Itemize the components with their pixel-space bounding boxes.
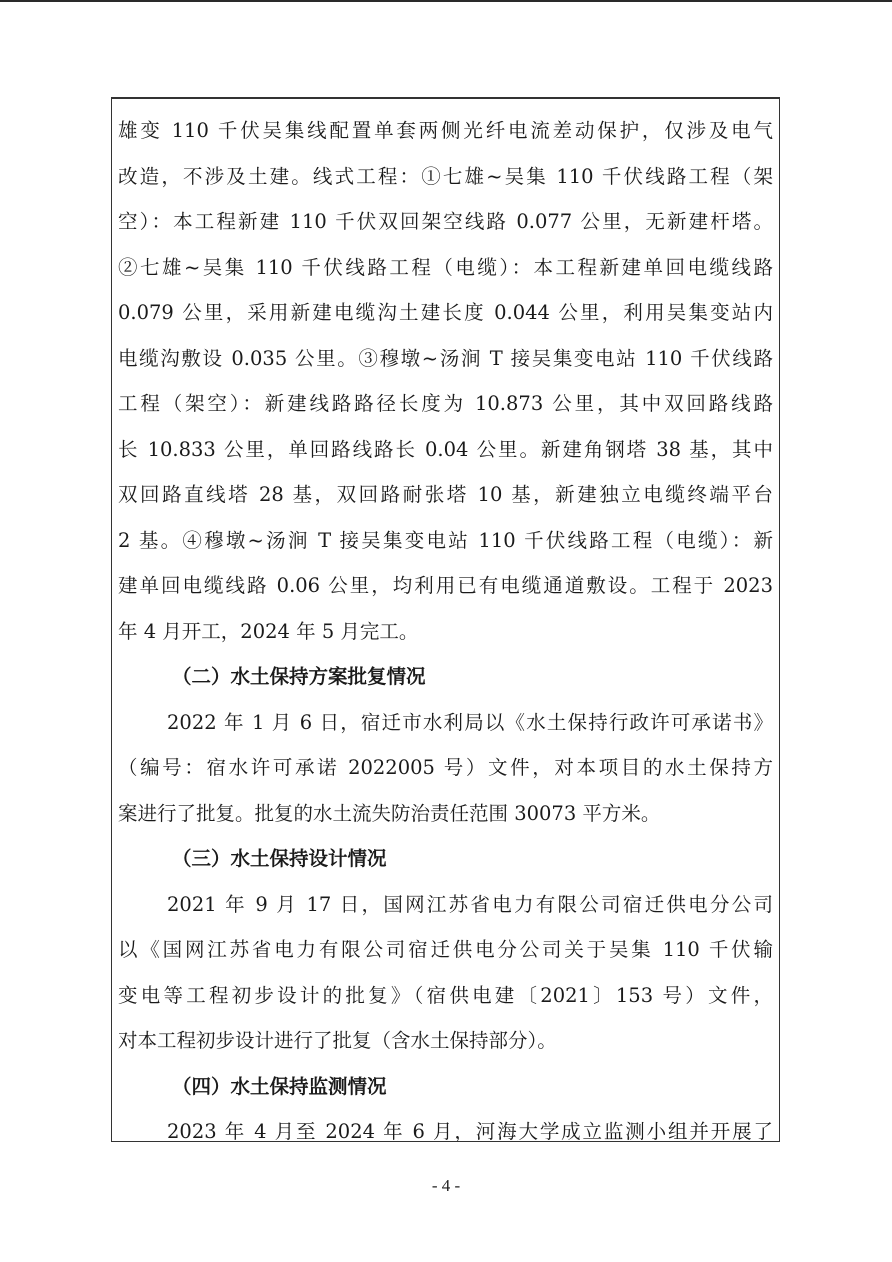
paragraph-line: 2022 年 1 月 6 日，宿迁市水利局以《水土保持行政许可承诺书》 (167, 710, 773, 734)
paragraph-line: 2021 年 9 月 17 日，国网江苏省电力有限公司宿迁供电分公司 (167, 892, 773, 916)
paragraph-line: 变电等工程初步设计的批复》（宿供电建〔2021〕153 号）文件， (118, 983, 773, 1007)
paragraph-line: 2 基。④穆墩~汤涧 T 接吴集变电站 110 千伏线路工程（电缆）：新 (118, 528, 773, 552)
paragraph-line: 双回路直线塔 28 基，双回路耐张塔 10 基，新建独立电缆终端平台 (118, 483, 773, 506)
paragraph-line: 年 4 月开工，2024 年 5 月完工。 (118, 619, 419, 643)
paragraph-line: 以《国网江苏省电力有限公司宿迁供电分公司关于吴集 110 千伏输 (118, 938, 773, 961)
paragraph-line: 对本工程初步设计进行了批复（含水土保持部分）。 (118, 1029, 557, 1052)
section-heading-monitoring: （四）水土保持监测情况 (172, 1074, 387, 1098)
paragraph-line: 雄变 110 千伏吴集线配置单套两侧光纤电流差动保护，仅涉及电气 (118, 119, 773, 142)
paragraph-line: 长 10.833 公里，单回路线路长 0.04 公里。新建角钢塔 38 基，其中 (118, 437, 773, 461)
document-body (118, 108, 773, 1142)
paragraph-line: 案进行了批复。批复的水土流失防治责任范围 30073 平方米。 (118, 801, 661, 825)
paragraph-line: （编号：宿水许可承诺 2022005 号）文件，对本项目的水土保持方 (118, 756, 773, 779)
paragraph-line: 建单回电缆线路 0.06 公里，均利用已有电缆通道敷设。工程于 2023 (118, 574, 773, 597)
paragraph-line: 改造，不涉及土建。线式工程：①七雄~吴集 110 千伏线路工程（架 (118, 164, 773, 188)
paragraph-line: ②七雄~吴集 110 千伏线路工程（电缆）：本工程新建单回电缆线路 (118, 255, 773, 279)
paragraph-line: 工程（架空）：新建线路路径长度为 10.873 公里，其中双回路线路 (118, 392, 773, 415)
paragraph-line: 空）：本工程新建 110 千伏双回架空线路 0.077 公里，无新建杆塔。 (118, 210, 773, 233)
section-heading-approval: （二）水土保持方案批复情况 (172, 665, 426, 688)
page-number: - 4 - (431, 1176, 461, 1195)
paragraph-line: 2023 年 4 月至 2024 年 6 月，河海大学成立监测小组并开展了 (167, 1120, 773, 1142)
content-frame (111, 97, 780, 1142)
paragraph-line: 0.079 公里，采用新建电缆沟土建长度 0.044 公里，利用吴集变站内 (118, 301, 773, 324)
page-top-edge (0, 0, 892, 2)
section-heading-design: （三）水土保持设计情况 (172, 847, 387, 870)
paragraph-line: 电缆沟敷设 0.035 公里。③穆墩~汤涧 T 接吴集变电站 110 千伏线路 (118, 346, 773, 370)
